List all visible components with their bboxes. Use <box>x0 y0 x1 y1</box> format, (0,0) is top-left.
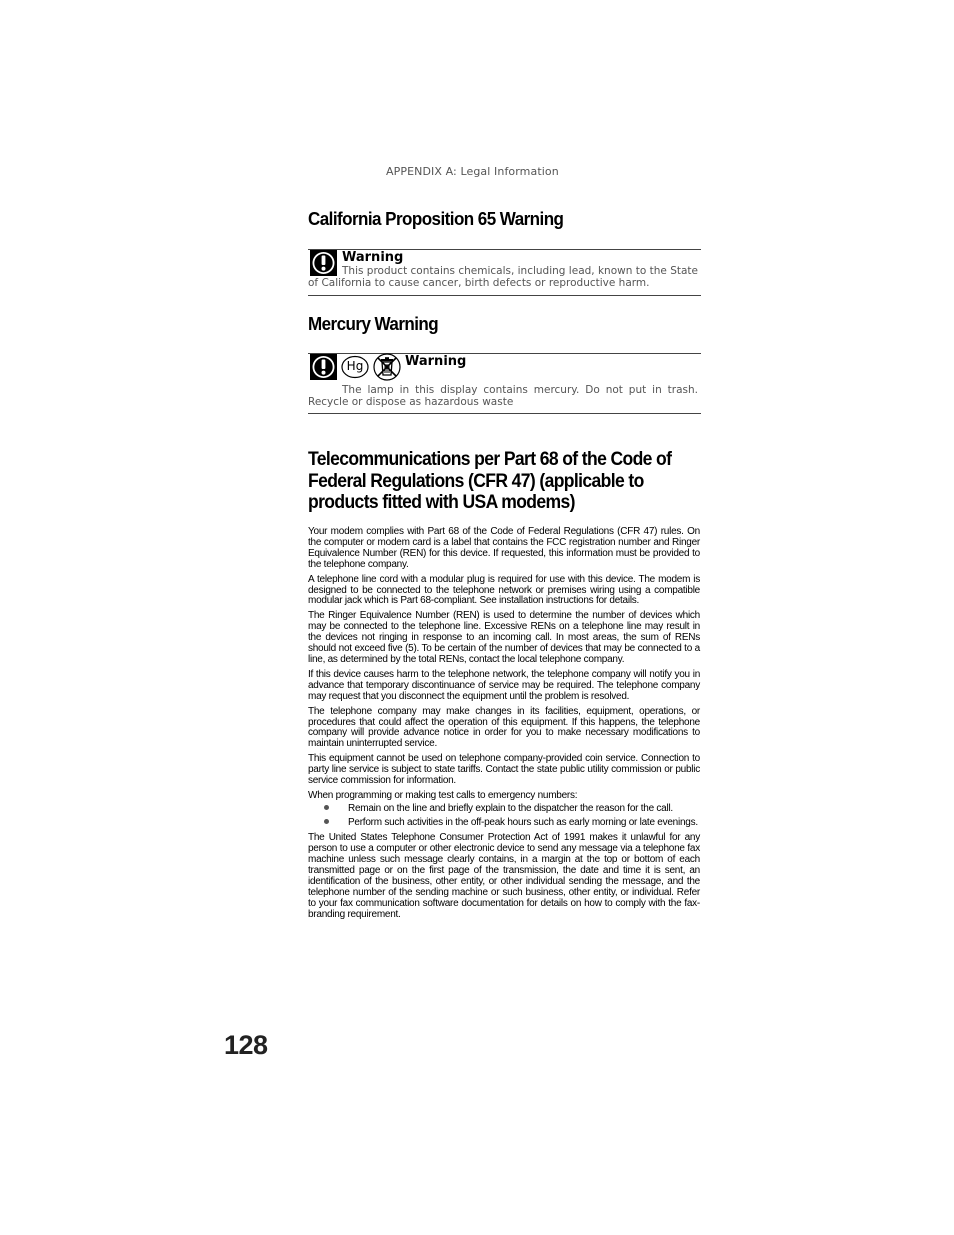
mercury-hg-label: Hg <box>346 359 364 373</box>
body-paragraph: This equipment cannot be used on telephone company-provided coin service. Connection to party line service is subject to state tariffs. Contact the state public utility commission or public service commission for information. <box>308 753 700 787</box>
body-paragraph: The telephone company may make changes in its facilities, equipment, operations, or procedures that could affect the operation of this equipment. If this happens, the telephone company will provide advance notice in order for you to make necessary modifications to maintain uninterrupted service. <box>308 705 700 750</box>
mercury-warning-text: The lamp in this display contains mercury. Do not put in trash. Recycle or dispose as hazardous waste <box>308 384 698 408</box>
prop65-warning-box <box>308 249 701 296</box>
mercury-hg-icon <box>340 354 370 380</box>
body-paragraph: If this device causes harm to the telephone network, the telephone company will notify you in advance that temporary discontinuance of service may be required. The telephone company may request that you disconnect the equipment until the problem is resolved. <box>308 668 700 702</box>
running-header: APPENDIX A: Legal Information <box>386 165 559 178</box>
emergency-call-list <box>308 804 700 829</box>
list-item-text: Remain on the line and briefly explain to the dispatcher the reason for the call. <box>348 802 673 814</box>
body-paragraph: Your modem complies with Part 68 of the Code of Federal Regulations (CFR 47) rules. On the computer or modem card is a label that contains the FCC registration number and Ringer Equivalence Number (REN) for this device. If requested, this information must be provided to the telephone company. <box>308 526 700 570</box>
body-paragraph: The Ringer Equivalence Number (REN) is used to determine the number of devices which may be connected to the telephone line. Excessive RENs on a telephone line may result in the devices not ringing in response to an incoming call. In most areas, the sum of RENs should not exceed five (5). To be certain of the number of devices that may be connected to a line, as determined by the total RENs, contact the local telephone company. <box>308 610 700 665</box>
mercury-warning-box <box>308 353 701 414</box>
telecom-body <box>308 527 700 924</box>
warning-icon <box>310 354 337 380</box>
prop65-warning-title: Warning <box>342 250 404 265</box>
body-paragraph: When programming or making test calls to emergency numbers: <box>308 789 578 801</box>
body-paragraph: The United States Telephone Consumer Protection Act of 1991 makes it unlawful for any person to use a computer or other electronic device to send any message via a telephone fax machine unless such message clearly contains, in a margin at the top or bottom of each transmitted page or on the first page of the transmission, the date and time it is sent, an identification of the business, other entity, or other individual sending the message, and the telephone number of the sending machine or such business, other entity, or individual. Refer to your fax communication software documentation for details on how to comply with the fax-branding requirement. <box>308 832 700 920</box>
list-item-text: Perform such activities in the off-peak hours such as early morning or late evenings. <box>348 817 698 829</box>
telecom-heading: Telecommunications per Part 68 of the Code of Federal Regulations (CFR 47) (applicable to products fitted with USA modems) <box>308 448 672 513</box>
list-item <box>308 804 700 815</box>
prop65-warning-text: This product contains chemicals, including lead, known to the State of California to cause cancer, birth defects or reproductive harm. <box>308 265 698 289</box>
prop65-heading: California Proposition 65 Warning <box>308 208 564 229</box>
mercury-warning-title: Warning <box>405 354 467 369</box>
crossed-out-trash-bin-icon <box>373 353 401 381</box>
bullet-icon <box>324 819 329 824</box>
bullet-icon <box>324 805 329 810</box>
body-paragraph: A telephone line cord with a modular plug is required for use with this device. The modem is designed to be connected to the telephone network or premises wiring using a compatible modular jack which is Part 68-compliant. See installation instructions for details. <box>308 573 700 607</box>
list-item <box>308 818 700 829</box>
page-number: 128 <box>224 1030 268 1060</box>
mercury-heading: Mercury Warning <box>308 313 439 334</box>
